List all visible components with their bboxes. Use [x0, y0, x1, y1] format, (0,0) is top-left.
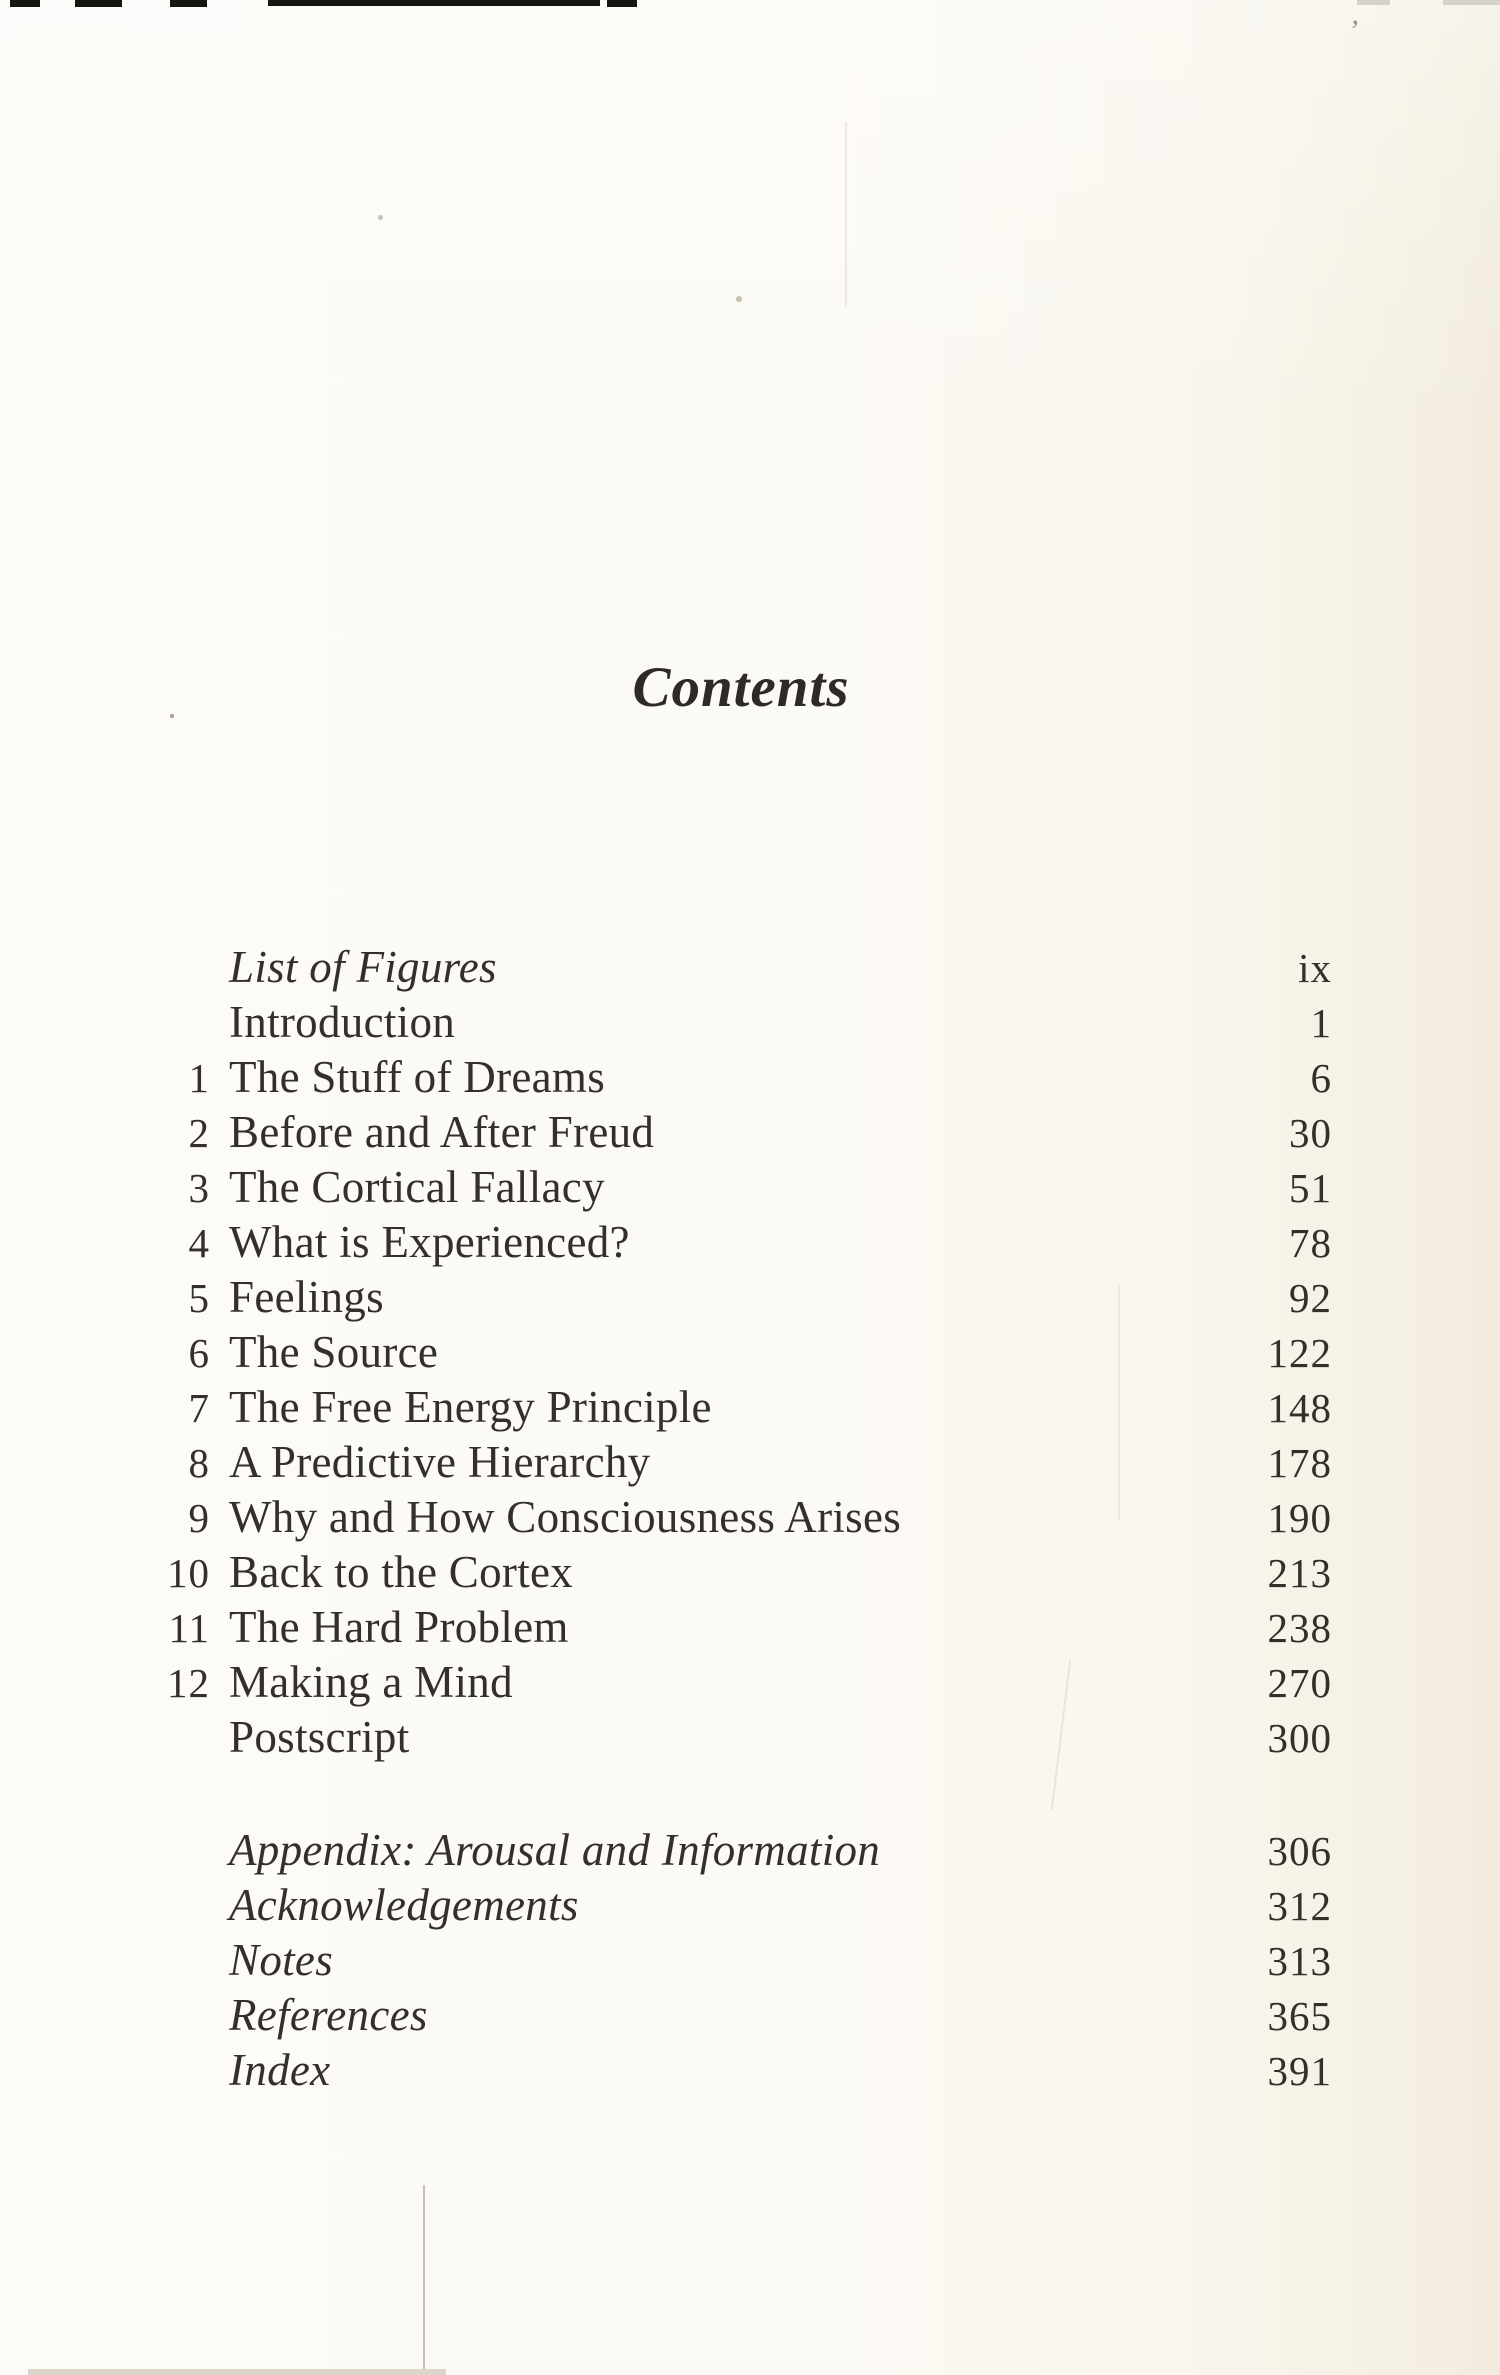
toc-row [150, 1160, 1332, 1215]
page-number: 30 [1289, 1110, 1332, 1156]
scan-artifact-top-mark [10, 0, 40, 7]
toc-row [150, 1490, 1332, 1545]
scan-artifact-bottom-strip [28, 2369, 446, 2375]
entry-title: References [229, 1990, 428, 2040]
chapter-number: 2 [188, 1110, 210, 1156]
entry-title: Appendix: Arousal and Information [229, 1825, 881, 1875]
toc-row [150, 1380, 1332, 1435]
toc-row [150, 1270, 1332, 1325]
entry-title: Back to the Cortex [229, 1547, 574, 1597]
toc-row [150, 1655, 1332, 1710]
scan-artifact-top-mark [1443, 0, 1500, 5]
entry-title: The Cortical Fallacy [229, 1162, 605, 1212]
toc-row [150, 1050, 1332, 1105]
scan-artifact-top-mark [1357, 0, 1390, 5]
toc-row [150, 2043, 1332, 2098]
page-number: 51 [1289, 1165, 1332, 1211]
entry-title: What is Experienced? [229, 1217, 630, 1267]
page-number: 365 [1267, 1993, 1332, 2039]
entry-title: Making a Mind [229, 1657, 513, 1707]
chapter-number: 8 [188, 1440, 210, 1486]
entry-title: Notes [229, 1935, 334, 1985]
table-of-contents [150, 940, 1332, 2098]
toc-row [150, 1933, 1332, 1988]
chapter-number: 11 [168, 1605, 210, 1651]
entry-title: Acknowledgements [229, 1880, 579, 1930]
chapter-number: 3 [188, 1165, 210, 1211]
page-number: 306 [1267, 1828, 1332, 1874]
scan-artifact-top-mark [75, 0, 122, 7]
scan-artifact-crease [845, 122, 847, 307]
page-number: 1 [1310, 1000, 1332, 1046]
page-number: 6 [1310, 1055, 1332, 1101]
toc-row [150, 1878, 1332, 1933]
page-number: 148 [1267, 1385, 1332, 1431]
chapter-number: 1 [188, 1055, 210, 1101]
toc-row [150, 1215, 1332, 1270]
page-number: 78 [1289, 1220, 1332, 1266]
page-number: 213 [1267, 1550, 1332, 1596]
scan-artifact-speck [736, 296, 742, 302]
entry-title: Why and How Consciousness Arises [229, 1492, 902, 1542]
chapter-number: 6 [188, 1330, 210, 1376]
chapter-number: 4 [188, 1220, 210, 1266]
entry-title: The Hard Problem [229, 1602, 569, 1652]
toc-row [150, 1710, 1332, 1765]
entry-title: Feelings [229, 1272, 384, 1322]
chapter-number: 7 [188, 1385, 210, 1431]
page-number: ix [1298, 945, 1332, 991]
page-number: 270 [1267, 1660, 1332, 1706]
entry-title: The Free Energy Principle [229, 1382, 712, 1432]
entry-title: The Source [229, 1327, 439, 1377]
toc-row [150, 995, 1332, 1050]
toc-main-group [150, 940, 1332, 1765]
chapter-number: 12 [167, 1660, 210, 1706]
page-number: 92 [1289, 1275, 1332, 1321]
page-number: 313 [1267, 1938, 1332, 1984]
toc-row [150, 1545, 1332, 1600]
toc-row [150, 1435, 1332, 1490]
toc-row [150, 1823, 1332, 1878]
chapter-number: 9 [188, 1495, 210, 1541]
page-number: 312 [1267, 1883, 1332, 1929]
scan-artifact-smudge: ’ [1348, 14, 1358, 47]
scan-artifact-top-mark [607, 0, 637, 7]
scan-artifact-speck [378, 215, 383, 220]
entry-title: A Predictive Hierarchy [229, 1437, 651, 1487]
page-number: 300 [1267, 1715, 1332, 1761]
toc-back-matter-group [150, 1823, 1332, 2098]
page-title: Contents [632, 656, 850, 719]
toc-row [150, 1600, 1332, 1655]
chapter-number: 5 [188, 1275, 210, 1321]
chapter-number: 10 [167, 1550, 210, 1596]
page-number: 122 [1267, 1330, 1332, 1376]
page-number: 190 [1267, 1495, 1332, 1541]
entry-title: List of Figures [229, 942, 497, 992]
entry-title: Before and After Freud [229, 1107, 655, 1157]
entry-title: Postscript [229, 1712, 410, 1762]
toc-row [150, 1988, 1332, 2043]
toc-row [150, 940, 1332, 995]
toc-row [150, 1105, 1332, 1160]
scan-artifact-crease [423, 2185, 425, 2375]
toc-row [150, 1325, 1332, 1380]
page-number: 391 [1267, 2048, 1332, 2094]
page-number: 238 [1267, 1605, 1332, 1651]
entry-title: The Stuff of Dreams [229, 1052, 606, 1102]
scan-artifact-top-mark [170, 0, 207, 7]
entry-title: Introduction [229, 997, 456, 1047]
page-number: 178 [1267, 1440, 1332, 1486]
entry-title: Index [229, 2045, 331, 2095]
scan-artifact-top-mark [268, 0, 600, 6]
